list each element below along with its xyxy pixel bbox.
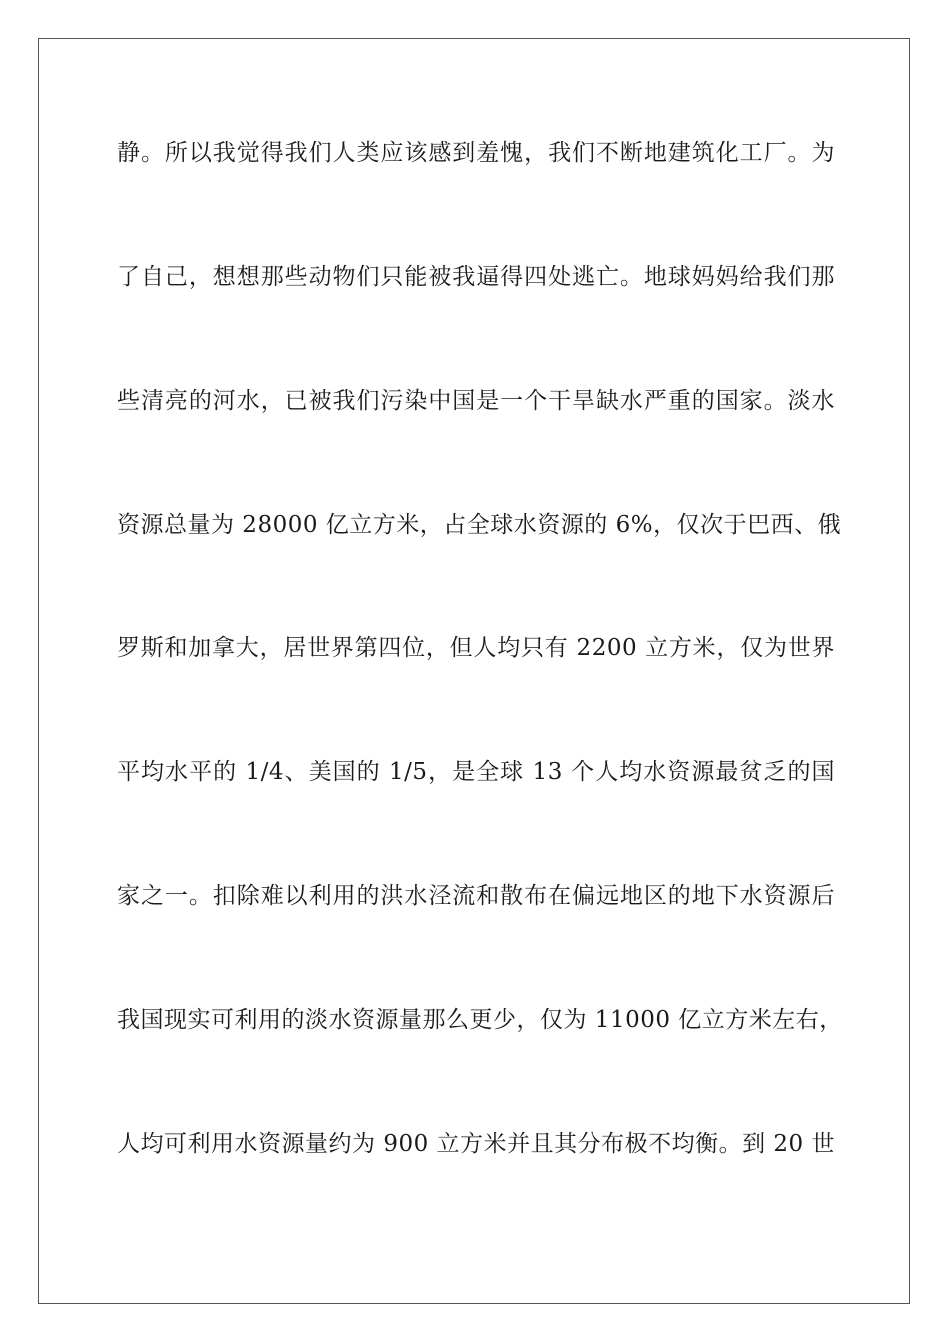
body-text-line-4: 资源总量为 28000 亿立方米，占全球水资源的 6%，仅次于巴西、俄 — [117, 512, 842, 538]
body-text-line-1: 静。所以我觉得我们人类应该感到羞愧，我们不断地建筑化工厂。为 — [117, 140, 835, 166]
body-text-line-3: 些清亮的河水，已被我们污染中国是一个干旱缺水严重的国家。淡水 — [117, 388, 835, 414]
body-text-line-8: 我国现实可利用的淡水资源量那么更少，仅为 11000 亿立方米左右， — [117, 1007, 843, 1033]
body-text-line-2: 了自己，想想那些动物们只能被我逼得四处逃亡。地球妈妈给我们那 — [117, 264, 835, 290]
body-text-line-5: 罗斯和加拿大，居世界第四位，但人均只有 2200 立方米，仅为世界 — [117, 635, 835, 661]
page-border — [38, 38, 910, 1304]
body-text-line-7: 家之一。扣除难以利用的洪水泾流和散布在偏远地区的地下水资源后 — [117, 883, 835, 909]
body-text-line-9: 人均可利用水资源量约为 900 立方米并且其分布极不均衡。到 20 世 — [117, 1131, 835, 1157]
body-text-line-6: 平均水平的 1/4、美国的 1/5，是全球 13 个人均水资源最贫乏的国 — [117, 759, 835, 785]
